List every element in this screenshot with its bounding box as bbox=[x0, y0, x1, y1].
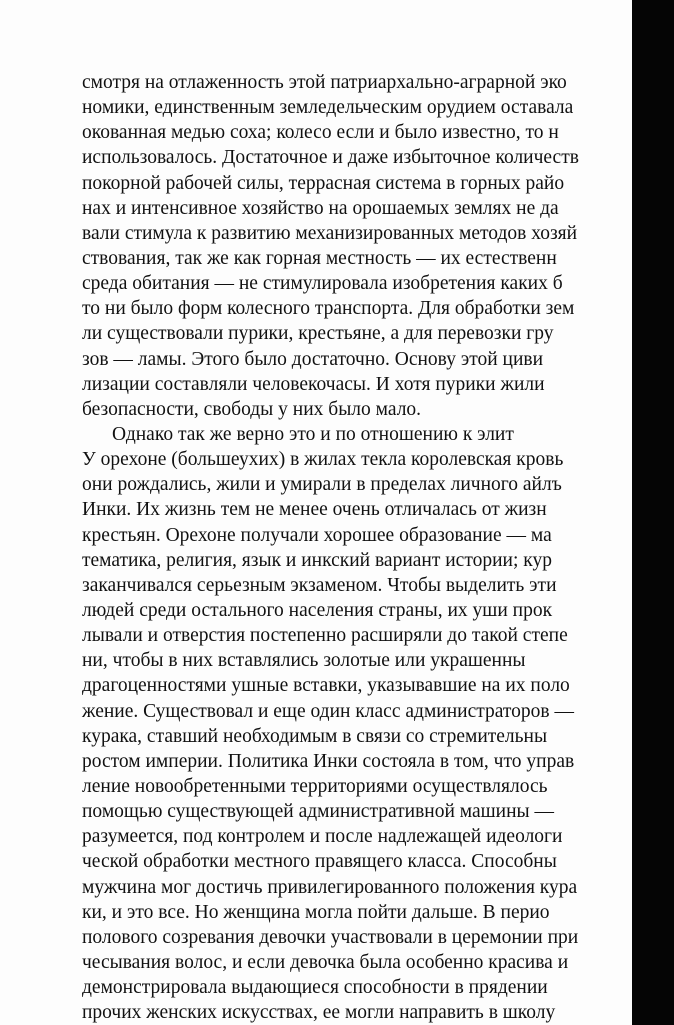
scan-dark-edge bbox=[632, 0, 674, 1025]
text-line-26: жение. Существовал и еще один класс администраторов — bbox=[82, 700, 575, 722]
text-line-7: вали стимула к развитию механизированных методов хозяй bbox=[82, 222, 578, 244]
text-line-8: ствования, так же как горная местность — их естественн bbox=[82, 247, 557, 269]
text-line-14: безопасности, свободы у них было мало. bbox=[82, 398, 422, 420]
text-line-21: заканчивался серьезным экзаменом. Чтобы выделить эти bbox=[82, 574, 557, 596]
text-line-16: У орехоне (большеухих) в жилах текла королевская кровь bbox=[82, 449, 564, 471]
text-line-32: ческой обработки местного правящего класса. Способны bbox=[82, 851, 557, 873]
text-line-2: номики, единственным земледельческим орудием оставала bbox=[82, 97, 574, 119]
text-line-34: ки, и это все. Но женщина могла пойти дальше. В перио bbox=[82, 901, 550, 923]
text-line-20: тематика, религия, язык и инкский вариант истории; кур bbox=[82, 549, 552, 571]
text-line-19: крестьян. Орехоне получали хорошее образование — ма bbox=[82, 524, 552, 546]
text-line-33: мужчина мог достичь привилегированного положения кура bbox=[82, 876, 578, 898]
text-line-12: зов — ламы. Этого было достаточно. Основу этой циви bbox=[82, 348, 544, 370]
text-line-36: чесывания волос, и если девочка была особенно красива и bbox=[82, 951, 569, 973]
text-line-28: ростом империи. Политика Инки состояла в том, что управ bbox=[82, 750, 575, 772]
text-line-4: использовалось. Достаточное и даже избыточное количеств bbox=[82, 147, 579, 169]
text-line-5: покорной рабочей силы, террасная система в горных райо bbox=[82, 172, 565, 194]
paragraph-start-line: Однако так же верно это и по отношению к элит bbox=[112, 423, 514, 445]
text-line-10: то ни было форм колесного транспорта. Для обработки зем bbox=[82, 298, 575, 320]
text-line-27: курака, ставший необходимым в связи со стремительны bbox=[82, 725, 548, 747]
text-line-9: среда обитания — не стимулировала изобретения каких б bbox=[82, 273, 563, 295]
text-line-6: нах и интенсивное хозяйство на орошаемых землях не да bbox=[82, 197, 559, 219]
text-line-11: ли существовали пурики, крестьяне, а для перевозки гру bbox=[82, 323, 554, 345]
text-line-30: помощью существующей административной машины — bbox=[82, 801, 554, 823]
text-line-23: лывали и отверстия постепенно расширяли до такой степе bbox=[82, 625, 568, 647]
text-line-13: лизации составляли человекочасы. И хотя пурики жили bbox=[82, 373, 545, 395]
text-line-25: драгоценностями ушные вставки, указывавшие на их поло bbox=[82, 675, 570, 697]
text-line-38: прочих женских искусствах, ее могли направить в школу bbox=[82, 1002, 556, 1024]
text-line-3: окованная медью соха; колесо если и было известно, то н bbox=[82, 122, 559, 144]
text-line-17: они рождались, жили и умирали в пределах личного айлъ bbox=[82, 474, 562, 496]
text-line-22: людей среди остального населения страны, их уши прок bbox=[82, 599, 553, 621]
text-line-18: Инки. Их жизнь тем не менее очень отличалась от жизн bbox=[82, 499, 547, 521]
text-line-35: полового созревания девочки участвовали в церемонии при bbox=[82, 926, 579, 948]
text-line-37: демонстрировала выдающиеся способности в прядении bbox=[82, 977, 548, 999]
text-line-1: смотря на отлаженность этой патриархально-аграрной эко bbox=[82, 72, 567, 93]
text-line-24: ни, чтобы в них вставлялись золотые или украшенны bbox=[82, 650, 526, 672]
text-line-29: ление новообретенными территориями осуществлялось bbox=[82, 775, 548, 797]
text-line-31: разумеется, под контролем и после надлежащей идеологи bbox=[82, 826, 563, 848]
body-text bbox=[82, 70, 674, 1025]
